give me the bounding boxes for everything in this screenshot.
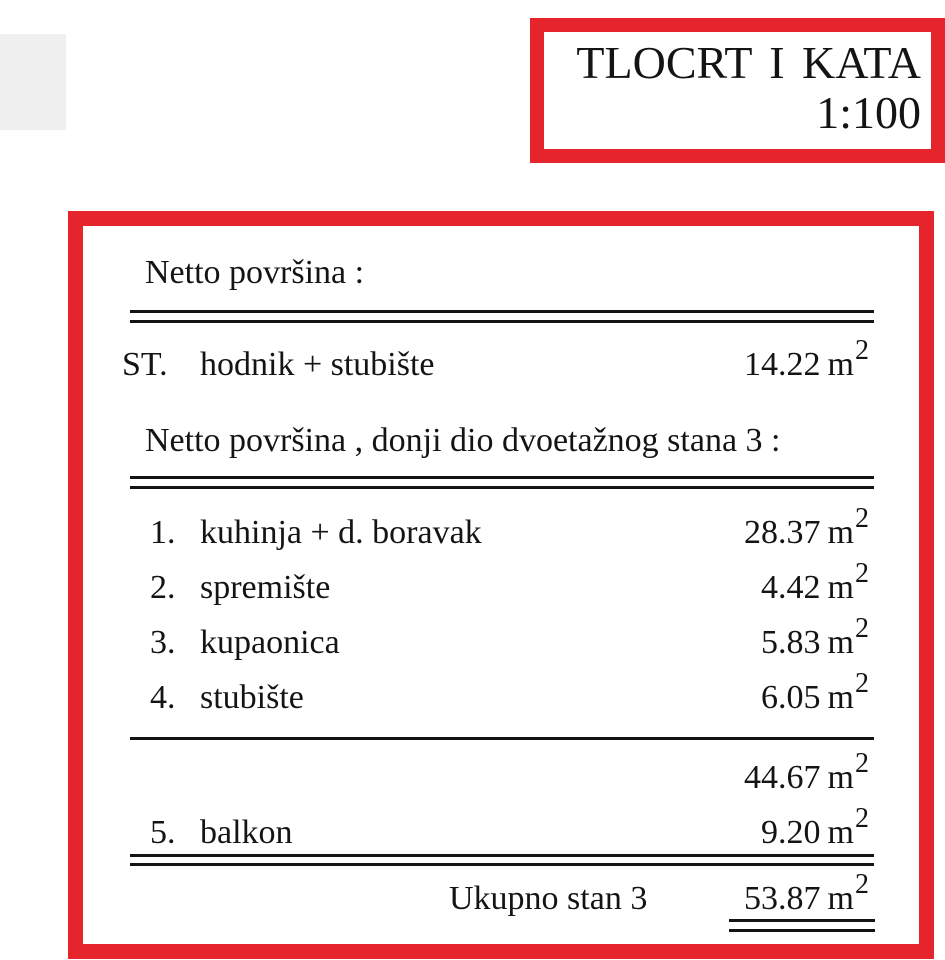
row-label: hodnik + stubište <box>200 346 435 383</box>
section-header-donji-dio: Netto površina , donji dio dvoetažnog stana 3 : <box>145 422 781 459</box>
double-rule-total <box>130 854 874 866</box>
area-number: 5.83 <box>761 624 821 661</box>
unit-m: m <box>827 514 854 551</box>
row-label: kuhinja + d. boravak <box>200 514 482 551</box>
row-label: spremište <box>200 569 331 606</box>
single-rule <box>130 737 874 740</box>
unit-m: m <box>827 679 854 716</box>
table-row-stubiste <box>83 668 919 719</box>
area-table-box <box>68 211 934 959</box>
unit-m: m <box>827 569 854 606</box>
row-number: 2. <box>150 569 176 606</box>
row-area-value <box>744 335 869 386</box>
area-number: 44.67 <box>744 759 821 796</box>
unit-exponent: 2 <box>855 748 869 779</box>
table-row-kupaonica <box>83 613 919 664</box>
drawing-scale: 1:100 <box>816 87 921 138</box>
row-number: 1. <box>150 514 176 551</box>
area-number: 14.22 <box>744 346 821 383</box>
unit-exponent: 2 <box>855 869 869 900</box>
unit-exponent: 2 <box>855 335 869 366</box>
row-label: stubište <box>200 679 304 716</box>
unit-m: m <box>827 624 854 661</box>
row-number: ST. <box>122 346 168 383</box>
table-row-spremiste <box>83 558 919 609</box>
subtotal-area-value <box>744 748 869 799</box>
section-header-netto: Netto površina : <box>145 254 365 291</box>
row-number: 3. <box>150 624 176 661</box>
area-table <box>83 226 919 944</box>
table-row-kuhinja <box>83 503 919 554</box>
row-number: 5. <box>150 814 176 851</box>
row-area-value <box>761 558 869 609</box>
table-row-total <box>83 869 919 920</box>
row-area-value <box>761 668 869 719</box>
drawing-title-box <box>530 18 945 163</box>
table-row-hodnik <box>83 335 919 386</box>
total-label: Ukupno stan 3 <box>449 880 648 917</box>
area-number: 4.42 <box>761 569 821 606</box>
row-area-value <box>744 503 869 554</box>
unit-exponent: 2 <box>855 803 869 834</box>
drawing-title: TLOCRT I KATA <box>576 37 921 88</box>
unit-m: m <box>827 759 854 796</box>
row-label: kupaonica <box>200 624 340 661</box>
unit-m: m <box>827 880 854 917</box>
area-number: 28.37 <box>744 514 821 551</box>
row-label: balkon <box>200 814 293 851</box>
unit-exponent: 2 <box>855 558 869 589</box>
table-row-balkon <box>83 803 919 854</box>
unit-m: m <box>827 814 854 851</box>
double-rule <box>130 476 874 489</box>
area-number: 6.05 <box>761 679 821 716</box>
table-row-subtotal <box>83 748 919 799</box>
row-number: 4. <box>150 679 176 716</box>
unit-exponent: 2 <box>855 613 869 644</box>
area-number: 9.20 <box>761 814 821 851</box>
row-area-value <box>761 613 869 664</box>
double-rule <box>130 310 874 323</box>
row-area-value <box>761 803 869 854</box>
total-area-value <box>744 869 869 920</box>
unit-m: m <box>827 346 854 383</box>
unit-exponent: 2 <box>855 503 869 534</box>
unit-exponent: 2 <box>855 668 869 699</box>
scan-artifact <box>0 34 66 130</box>
area-number: 53.87 <box>744 880 821 917</box>
total-double-underline <box>729 919 875 932</box>
